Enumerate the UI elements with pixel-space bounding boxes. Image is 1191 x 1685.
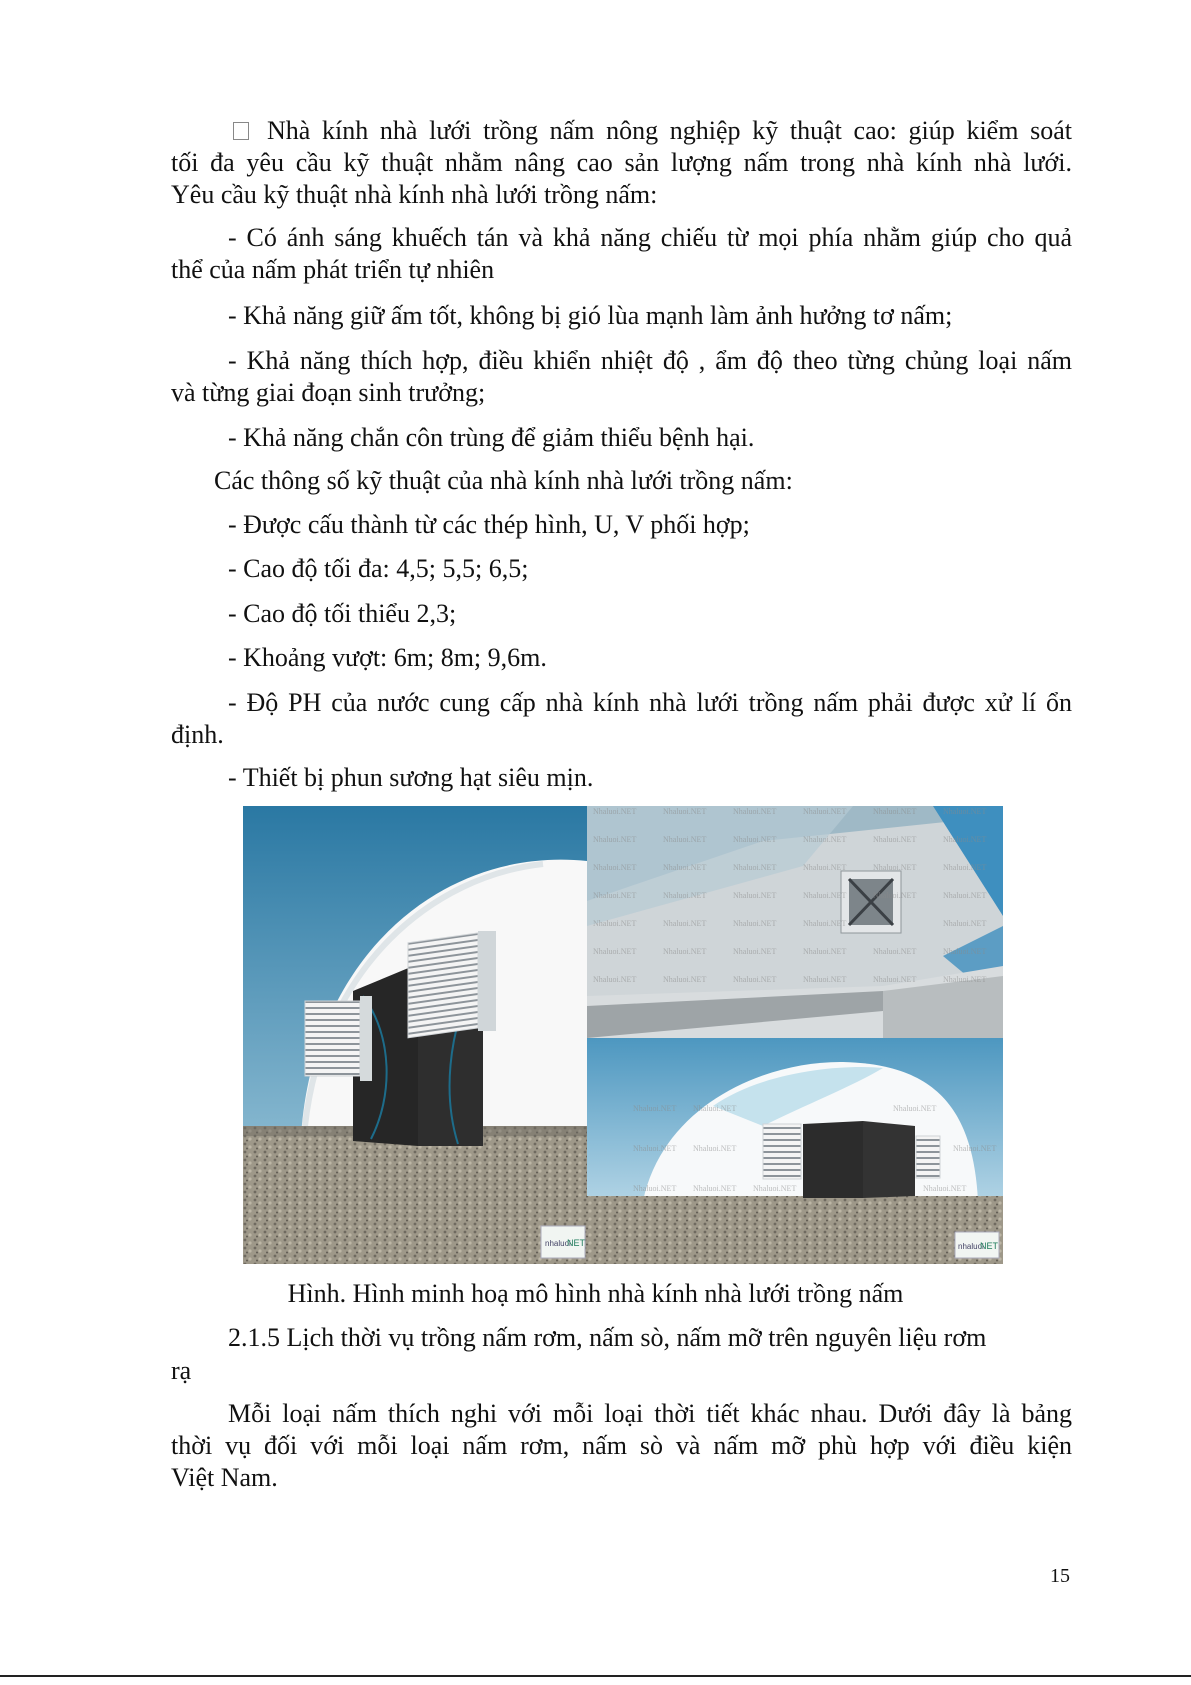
spec-1: - Được cấu thành từ các thép hình, U, V phối hợp; [228,510,750,539]
watermark: Nhaluoi.NET [873,975,917,984]
bullet-line-2: tối đa yêu cầu kỹ thuật nhằm nâng cao sản lượng nấm trong nhà kính nhà lưới. [171,148,1072,177]
requirement-3-line-1: - Khả năng thích hợp, điều khiển nhiệt độ , ẩm độ theo từng chủng loại nấm [228,346,1072,375]
spec-3: - Cao độ tối thiểu 2,3; [228,599,457,628]
bottom-rule [0,1675,1191,1677]
watermark: Nhaluoi.NET [873,835,917,844]
section-heading-line-1: 2.1.5 Lịch thời vụ trồng nấm rơm, nấm sò, nấm mỡ trên nguyên liệu rơm [228,1323,987,1352]
logo-right-suffix: NET [980,1241,998,1251]
watermark: Nhaluoi.NET [593,947,637,956]
greenhouse-illustration [243,806,1003,1264]
watermark: Nhaluoi.NET [633,1184,677,1193]
paragraph-line-2: thời vụ đối với mỗi loại nấm rơm, nấm sò và nấm mỡ phù hợp với điều kiện [171,1431,1072,1460]
watermark: Nhaluoi.NET [943,947,987,956]
specs-heading: Các thông số kỹ thuật của nhà kính nhà lưới trồng nấm: [214,466,793,495]
spec-6: - Thiết bị phun sương hạt siêu mịn. [228,763,594,792]
watermark: Nhaluoi.NET [663,807,707,816]
watermark: Nhaluoi.NET [593,863,637,872]
watermark: Nhaluoi.NET [593,975,637,984]
watermark: Nhaluoi.NET [753,1184,797,1193]
watermark: Nhaluoi.NET [893,1104,937,1113]
watermark: Nhaluoi.NET [663,835,707,844]
watermark: Nhaluoi.NET [873,947,917,956]
watermark: Nhaluoi.NET [733,919,777,928]
watermark: Nhaluoi.NET [923,1184,967,1193]
logo-left-prefix: nhaluoi [545,1239,571,1248]
watermark: Nhaluoi.NET [593,835,637,844]
figure-caption: Hình. Hình minh hoạ mô hình nhà kính nhà lưới trồng nấm [287,1279,904,1308]
watermark: Nhaluoi.NET [803,947,847,956]
requirement-3-line-2: và từng giai đoạn sinh trưởng; [171,378,486,407]
paragraph-line-1: Mỗi loại nấm thích nghi với mỗi loại thời tiết khác nhau. Dưới đây là bảng [228,1399,1072,1428]
watermark: Nhaluoi.NET [943,919,987,928]
watermark: Nhaluoi.NET [663,863,707,872]
page-number: 15 [1050,1565,1070,1587]
watermark: Nhaluoi.NET [803,863,847,872]
watermark: Nhaluoi.NET [803,835,847,844]
requirement-4: - Khả năng chắn côn trùng để giảm thiểu bệnh hại. [228,423,755,452]
spec-2: - Cao độ tối đa: 4,5; 5,5; 6,5; [228,554,529,583]
watermark: Nhaluoi.NET [873,863,917,872]
watermark: Nhaluoi.NET [663,975,707,984]
logo-right-prefix: nhaluoi [958,1242,984,1251]
paragraph-line-3: Việt Nam. [171,1463,278,1492]
watermark: Nhaluoi.NET [803,919,847,928]
watermark: Nhaluoi.NET [943,807,987,816]
spec-5-line-1: - Độ PH của nước cung cấp nhà kính nhà lưới trồng nấm phải được xử lí ổn [228,688,1072,717]
left-fan [305,996,372,1081]
left-panel [243,806,587,1264]
watermark: Nhaluoi.NET [693,1144,737,1153]
right-fan [408,931,496,1038]
bullet-text: Nhà kính nhà lưới trồng nấm nông nghiệp kỹ thuật cao: giúp kiểm soát [267,116,1072,145]
watermark: Nhaluoi.NET [803,891,847,900]
watermark: Nhaluoi.NET [943,835,987,844]
watermark: Nhaluoi.NET [873,807,917,816]
watermark: Nhaluoi.NET [873,891,917,900]
watermark: Nhaluoi.NET [593,919,637,928]
watermark: Nhaluoi.NET [943,975,987,984]
watermark: Nhaluoi.NET [663,919,707,928]
greenhouse-figure [243,806,1003,1264]
watermark: Nhaluoi.NET [943,863,987,872]
watermark: Nhaluoi.NET [633,1104,677,1113]
spec-4: - Khoảng vượt: 6m; 8m; 9,6m. [228,643,547,672]
watermark: Nhaluoi.NET [733,891,777,900]
watermark: Nhaluoi.NET [733,807,777,816]
watermark: Nhaluoi.NET [953,1144,997,1153]
section-heading-line-2: rạ [171,1356,192,1385]
watermark: Nhaluoi.NET [733,835,777,844]
watermark: Nhaluoi.NET [943,891,987,900]
logo-left-suffix: NET [567,1238,585,1248]
watermark: Nhaluoi.NET [693,1104,737,1113]
requirements-heading: Yêu cầu kỹ thuật nhà kính nhà lưới trồng nấm: [171,180,658,209]
watermark: Nhaluoi.NET [693,1184,737,1193]
watermark: Nhaluoi.NET [663,891,707,900]
watermark: Nhaluoi.NET [733,947,777,956]
bullet-line-1 [233,115,1072,147]
watermark: Nhaluoi.NET [663,947,707,956]
requirement-1-line-2: thể của nấm phát triển tự nhiên [171,255,495,284]
bullet-box-icon [233,122,249,140]
top-right-panel [587,806,1003,1038]
watermark: Nhaluoi.NET [803,975,847,984]
watermark: Nhaluoi.NET [593,891,637,900]
wall-fan [841,871,901,933]
requirement-1-line-1: - Có ánh sáng khuếch tán và khả năng chiếu từ mọi phía nhằm giúp cho quả [228,223,1072,252]
requirement-2: - Khả năng giữ ấm tốt, không bị gió lùa mạnh làm ảnh hưởng tơ nấm; [228,301,953,330]
watermark: Nhaluoi.NET [803,807,847,816]
watermark: Nhaluoi.NET [733,863,777,872]
watermark: Nhaluoi.NET [733,975,777,984]
spec-5-line-2: định. [171,720,224,749]
watermark: Nhaluoi.NET [593,807,637,816]
watermark: Nhaluoi.NET [633,1144,677,1153]
